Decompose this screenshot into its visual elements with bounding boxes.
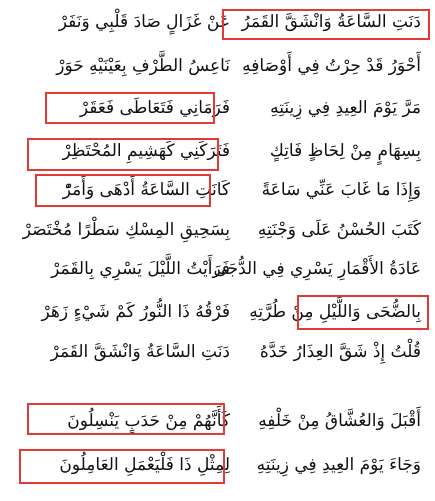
verse-line-right: قُلْتُ إِذْ شَقَّ العِذَارُ خَدَّهُ: [259, 342, 421, 362]
verse-line-left: دَنَتِ السَّاعَةُ وَانْشَقَّ القَمَرْ: [50, 342, 230, 362]
verse-line-right: وَجَاءَ يَوْمَ العِيدِ فِي زِينَتِهِ: [256, 455, 421, 475]
verse-line-left: فَرَمَانِي فَتَعَاطَى فَعَقَرْ: [79, 98, 230, 118]
verse-line-left: فَرْقُهُ ذَا النُّورُ كَمْ شَيْءٍ زَهَرْ: [41, 302, 230, 322]
verse-line-left: كَأَنَّهُمْ مِنْ حَدَبٍ يَنْسِلُونَ: [67, 411, 230, 431]
verse-line-right: أَقْبَلَ وَالعُشَّاقُ مِنْ خَلْفِهِ: [258, 411, 421, 431]
verse-line-left: لِمِثْلِ ذَا فَلْيَعْمَلِ العَامِلُونَ: [59, 455, 230, 475]
verse-line-right: بِسِهَامٍ مِنْ لِحَاظٍ فَاتِكٍ: [269, 141, 421, 161]
verse-line-left: فَتَرَكَنِي كَهَشِيمِ المُحْتَظِرْ: [62, 141, 230, 161]
verse-line-right: دَنَتِ السَّاعَةُ وَانْشَقَّ القَمَرُ: [241, 12, 421, 32]
verse-line-left: كَانَتِ السَّاعَةُ أَدْهَى وَأَمَرّْ: [62, 180, 230, 200]
verse-line-right: مَرَّ يَوْمَ العِيدِ فِي زِينَتِهِ: [270, 98, 421, 118]
verse-line-right: عَادَةُ الأَقْمَارِ يَسْرِي فِي الدُّجَى: [213, 259, 421, 279]
verse-line-right: بِالضُّحَى وَاللَّيْلِ مِنْ طُرَّتِهِ: [249, 302, 421, 322]
verse-line-left: عَنْ غَزَالٍ صَادَ قَلْبِي وَنَفَرْ: [58, 12, 230, 32]
verse-line-right: كَتَبَ الحُسْنُ عَلَى وَجْنَتِهِ: [257, 220, 421, 240]
verse-line-left: نَاعِسُ الطَّرْفِ بِعَيْنَيْهِ حَوَرْ: [56, 56, 230, 76]
verse-line-right: أَحْوَرُ قَدْ حِرْتُ فِي أَوْصَافِهِ: [242, 56, 421, 76]
verse-line-left: فَرَأَيْتُ اللَّيْلَ يَسْرِي بِالقَمَرْ: [51, 259, 230, 279]
verse-line-right: وَإِذَا مَا غَابَ عَنِّي سَاعَةً: [261, 180, 421, 200]
verse-line-left: بِسَحِيقِ المِسْكِ سَطْرًا مُخْتَصَرْ: [22, 220, 230, 240]
